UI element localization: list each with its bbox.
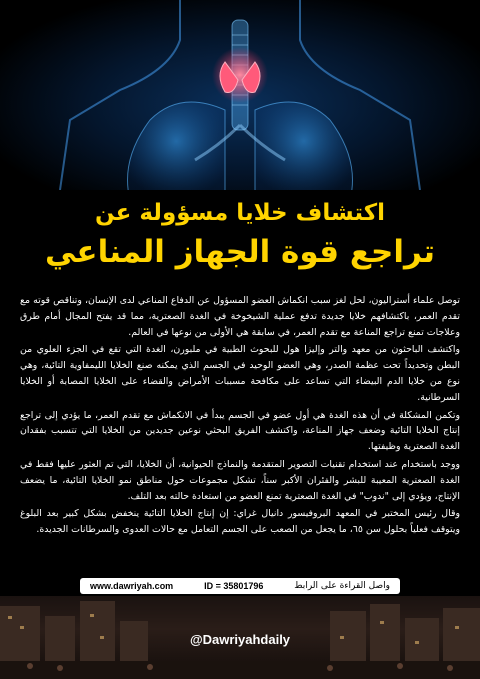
- article-paragraph: ووجد باستخدام عند استخدام تقنيات التصوير المتقدمة والنماذج الحيوانية، أن الخلايا، التي تم العثور عليها فقط في الغدة الصعترية المعيبة للبشر والفئران الأكبر سناً، تشكل مجموعات حول مناطق نمو الخلايا التائية، ما يضعف الإنتاج، ويؤدي إلى "ندوب" في الغدة الصعترية تمنع العضو من استعادة حالته بعد التلف.: [20, 458, 460, 502]
- article-id: ID = 35801796: [204, 581, 264, 591]
- article-title-line1: اكتشاف خلايا مسؤولة عن: [94, 200, 386, 226]
- article-body: [20, 293, 460, 540]
- hero-anatomy-image: [0, 0, 480, 190]
- anatomy-illustration: [0, 0, 480, 190]
- read-more-link-bar[interactable]: [80, 578, 400, 594]
- social-handle[interactable]: @Dawriyahdaily: [189, 632, 291, 647]
- article-paragraph: وقال رئيس المختبر في المعهد البروفيسور دانيال غراي: إن إنتاج الخلايا التائية ينخفض بشكل كبير بعد البلوغ ويتوقف فعلياً بحلول سن ٦٥، ما يجعل من الصعب على الجسم التعامل مع حالات العدوى والسرطانات الجديدة.: [20, 508, 460, 536]
- article-paragraph: واكتشف الباحثون من معهد والتر وإليزا هول للبحوث الطبية في ملبورن، الغدة التي تقع في الجزء العلوي من البطن وتحديداً تحت عظمة الصدر، وهي العضو الوحيد في الجسم الذي يمكنه صنع الخلايا الليمفاوية التائية، وهي نوع من خلايا الدم البيضاء التي تساعد على مكافحة مسببات الأمراض والقضاء على الخلايا المصابة أو الخلايا السرطانية.: [20, 344, 460, 403]
- read-more-label: واصل القراءة على الرابط: [294, 581, 390, 591]
- article-title-line2: تراجع قوة الجهاز المناعي: [45, 234, 435, 270]
- site-url-link[interactable]: www.dawriyah.com: [90, 581, 174, 591]
- article-paragraph: توصل علماء أستراليون، لحل لغز سبب انكماش العضو المسؤول عن الدفاع المناعي لدى الإنسان، وتناقص قوته مع تقدم العمر، باكتشافهم خلايا جديدة تدفع عملية الشيخوخة في الغدة الصعترية، مما قد يفتح المجال أمام طرق وعلاجات تمنع تراجع المناعة مع تقدم العمر، في سابقة هي الأولى من نوعها في العالم.: [20, 295, 460, 338]
- article-paragraph: وتكمن المشكلة في أن هذه الغدة هي أول عضو في الجسم يبدأ في الانكماش مع تقدم العمر، ما يؤدي إلى تراجع إنتاج الخلايا التائية وضعف جهاز المناعة، واكتشف الفريق البحثي نوعين جديدين من الخلايا التي تتسبب بفقدان الغدة الصعترية وظيفتها.: [20, 409, 460, 453]
- footer-city-image: [0, 596, 480, 679]
